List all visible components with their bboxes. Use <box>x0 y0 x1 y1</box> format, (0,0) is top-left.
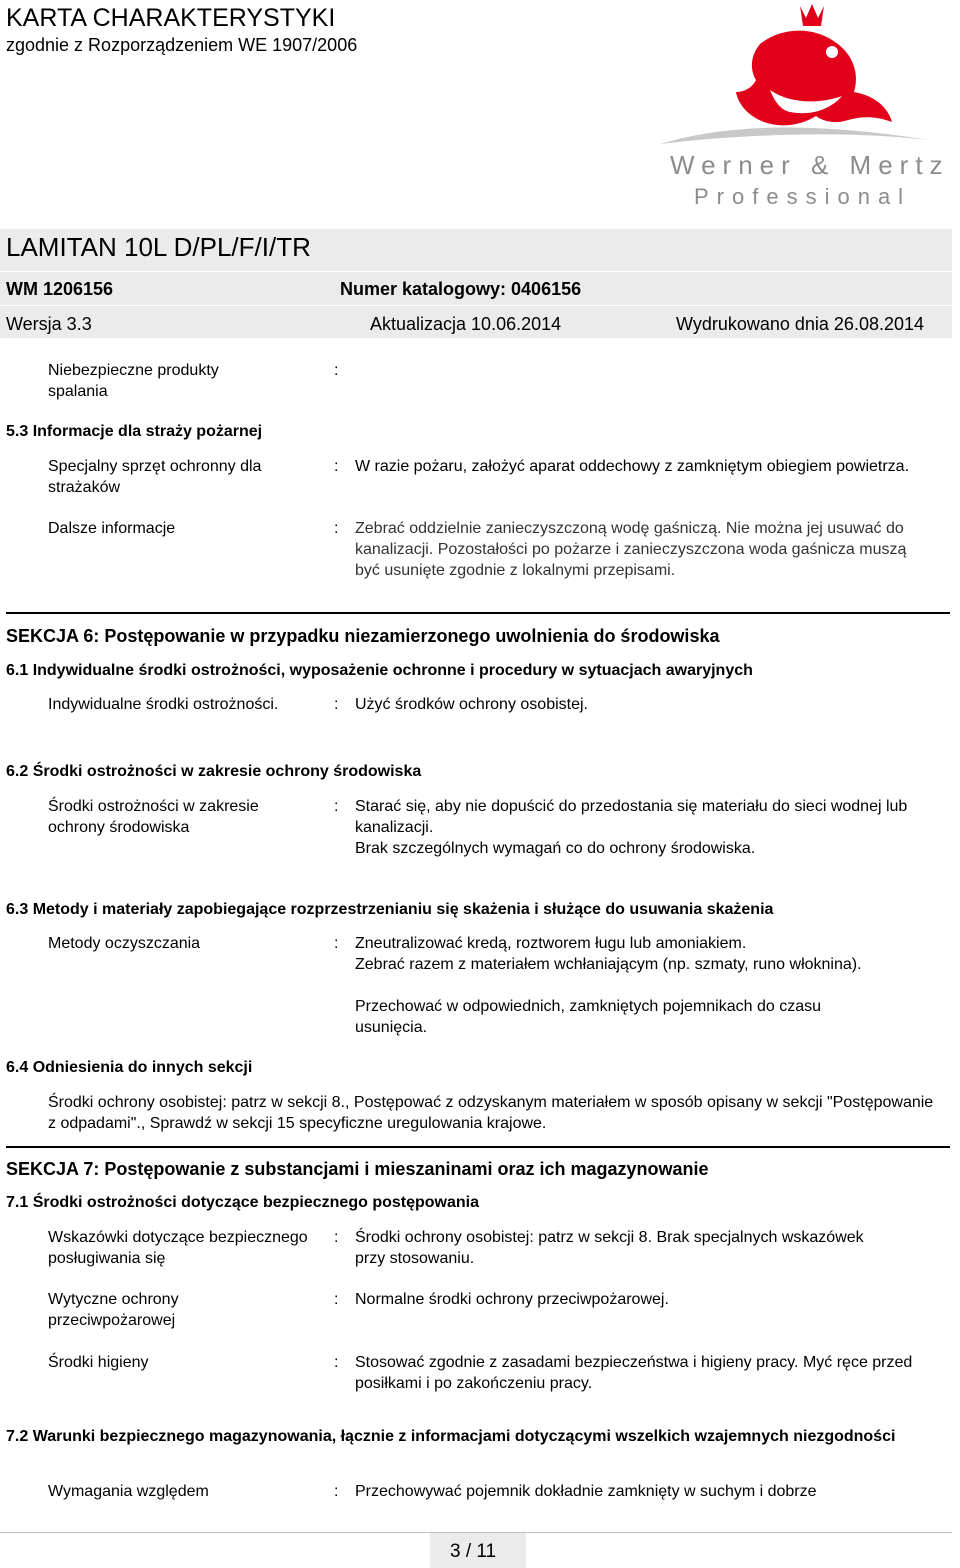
field-colon: : <box>334 1229 339 1246</box>
subsection-heading-5-3: 5.3 Informacje dla straży pożarnej <box>6 423 263 440</box>
subsection-heading-6-2: 6.2 Środki ostrożności w zakresie ochrony środowiska <box>6 763 422 780</box>
section-heading-6: SEKCJA 6: Postępowanie w przypadku niezamierzonego uwolnienia do środowiska <box>6 626 720 646</box>
field-colon: : <box>334 935 339 952</box>
subsection-heading-7-2: 7.2 Warunki bezpiecznego magazynowania, łącznie z informacjami dotyczącymi wszelkich wzajemnych niezgodności <box>6 1428 896 1445</box>
subsection-heading-6-3: 6.3 Metody i materiały zapobiegające rozprzestrzenianiu się skażenia i służące do usuwania skażenia <box>6 901 774 918</box>
field-value-further-info: Zebrać oddzielnie zanieczyszczoną wodę gaśniczą. Nie można jej usuwać do kanalizacji. Pozostałości po pożarze i zanieczyszczona woda gaśnicza muszą być usunięte zgodnie z lokalnymi przepisami. <box>355 520 907 579</box>
field-value-environmental-precautions-1: Starać się, aby nie dopuścić do przedostania się materiału do sieci wodnej lub kanalizacji. <box>355 798 908 836</box>
subsection-heading-6-1: 6.1 Indywidualne środki ostrożności, wyposażenie ochronne i procedury w sytuacjach awaryjnych <box>6 662 753 679</box>
field-value-safe-handling: Środki ochrony osobistej: patrz w sekcji 8. Brak specjalnych wskazówek przy stosowaniu. <box>355 1229 864 1267</box>
field-colon: : <box>334 1483 339 1500</box>
field-label-environmental-precautions: Środki ostrożności w zakresie ochrony środowiska <box>48 798 259 836</box>
update-date: Aktualizacja 10.06.2014 <box>370 314 562 334</box>
subsection-heading-6-4: 6.4 Odniesienia do innych sekcji <box>6 1059 253 1076</box>
werner-mertz-frog-logo <box>640 0 940 150</box>
field-colon: : <box>334 1291 339 1308</box>
field-colon: : <box>334 362 339 379</box>
field-value-fire-protection: Normalne środki ochrony przeciwpożarowej. <box>355 1291 669 1308</box>
field-value-firefighter-equipment: W razie pożaru, założyć aparat oddechowy z zamkniętym obiegiem powietrza. <box>355 458 910 475</box>
field-colon: : <box>334 696 339 713</box>
field-label-storage-requirements: Wymagania względem <box>48 1483 209 1500</box>
subsection-heading-7-1: 7.1 Środki ostrożności dotyczące bezpiecznego postępowania <box>6 1194 479 1211</box>
field-value-cleaning-methods-1: Zneutralizować kredą, roztworem ługu lub amoniakiem. <box>355 935 747 952</box>
field-value-environmental-precautions-2: Brak szczególnych wymagań co do ochrony środowiska. <box>355 840 756 857</box>
field-label-cleaning-methods: Metody oczyszczania <box>48 935 201 952</box>
catalog-number: Numer katalogowy: 0406156 <box>340 279 582 299</box>
cross-reference-text: Środki ochrony osobistej: patrz w sekcji 8., Postępować z odzyskanym materiałem w sposób opisany w sekcji "Postępowanie z odpadami"., Sprawdź w sekcji 15 specyficzne uregulowania krajowe. <box>48 1094 934 1132</box>
field-label-combustion-products: Niebezpieczne produkty spalania <box>48 362 219 400</box>
page-number: 3 / 11 <box>450 1541 497 1562</box>
field-value-hygiene: Stosować zgodnie z zasadami bezpieczeństwa i higieny pracy. Myć ręce przed posiłkami i po zakończeniu pracy. <box>355 1354 913 1392</box>
section-heading-7: SEKCJA 7: Postępowanie z substancjami i mieszaninami oraz ich magazynowanie <box>6 1159 709 1179</box>
document-subtitle: zgodnie z Rozporządzeniem WE 1907/2006 <box>6 35 358 55</box>
product-name: LAMITAN 10L D/PL/F/I/TR <box>6 232 311 262</box>
field-label-fire-protection: Wytyczne ochrony przeciwpożarowej <box>48 1291 179 1329</box>
field-colon: : <box>334 1354 339 1371</box>
version: Wersja 3.3 <box>6 314 92 334</box>
field-label-hygiene: Środki higieny <box>48 1354 149 1371</box>
logo-text-line2: Professional <box>694 184 912 209</box>
section-divider <box>6 1146 950 1148</box>
field-label-personal-precautions: Indywidualne środki ostrożności. <box>48 696 279 713</box>
field-label-safe-handling: Wskazówki dotyczące bezpiecznego posługiwania się <box>48 1229 308 1267</box>
field-colon: : <box>334 520 339 537</box>
section-divider <box>6 612 950 614</box>
field-value-cleaning-methods-2: Zebrać razem z materiałem wchłaniającym (np. szmaty, runo włoknina). <box>355 956 862 973</box>
document-title: KARTA CHARAKTERYSTYKI <box>6 4 336 32</box>
print-date: Wydrukowano dnia 26.08.2014 <box>676 314 925 334</box>
field-value-storage-requirements: Przechowywać pojemnik dokładnie zamknięty w suchym i dobrze <box>355 1483 817 1500</box>
field-value-personal-precautions: Użyć środków ochrony osobistej. <box>355 696 588 713</box>
field-label-firefighter-equipment: Specjalny sprzęt ochronny dla strażaków <box>48 458 262 496</box>
field-label-further-info: Dalsze informacje <box>48 520 176 537</box>
logo-text-line1: Werner & Mertz <box>670 150 950 180</box>
field-colon: : <box>334 458 339 475</box>
field-colon: : <box>334 798 339 815</box>
wm-number: WM 1206156 <box>6 279 114 299</box>
field-value-cleaning-methods-3: Przechować w odpowiednich, zamkniętych pojemnikach do czasu usunięcia. <box>355 998 822 1036</box>
